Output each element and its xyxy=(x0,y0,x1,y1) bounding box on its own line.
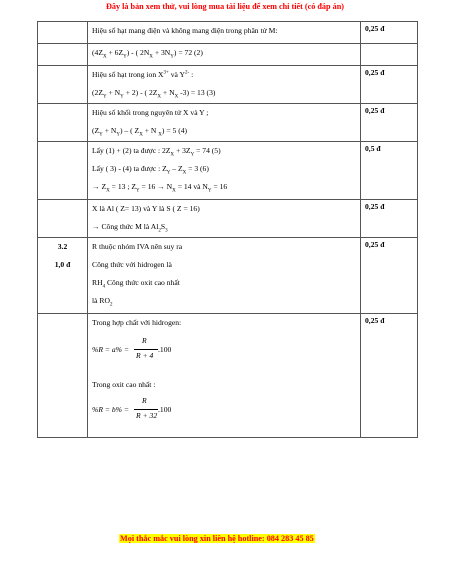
table-cell-text: Hiệu số hạt trong ion $X^{3+}$ và $Y^{2-}$ : xyxy=(92,70,194,79)
table-cell-text: Hiệu số khối trong nguyên tử X và Y ; xyxy=(92,108,209,117)
points-label: 0,5 đ xyxy=(365,144,381,153)
table-cell-text: Trong oxit cao nhất : xyxy=(92,380,156,389)
table-row xyxy=(38,22,418,44)
points-label: 0,25 đ xyxy=(365,24,385,33)
equation-line: Lấy ( 3) - (4) ta được : $Z_Y - Z_X = 3$ (6) xyxy=(92,164,209,176)
table-cell-text: là $RO_2$ xyxy=(92,296,113,308)
table-row xyxy=(38,200,418,238)
table-row xyxy=(38,104,418,142)
table-cell-text: Công thức với hidrogen là xyxy=(92,260,172,269)
equation-line: $(4Z_X + 6Z_Y)$ - ( $2N_X + 3N_Y) = 72$ (2) xyxy=(92,48,203,60)
table-cell-text: $RH_4$ Công thức oxit cao nhất xyxy=(92,278,180,290)
table-row xyxy=(38,142,418,200)
hotline-banner: Mọi thắc mắc vui lòng xin liên hệ hotline: 084 283 45 85 xyxy=(120,534,314,543)
table-cell-text: R thuộc nhóm IVA nên suy ra xyxy=(92,242,183,251)
preview-banner: Đây là bản xem thử, vui lòng mua tài liệu để xem chi tiết (có đáp án) xyxy=(105,2,345,11)
equation-line: $(Z_Y + N_Y)$ – ( $Z_X + N$ $_X$) = 5 (4) xyxy=(92,126,188,138)
equation-line: → $Z_X = 13$ ; $Z_Y = 16 \to N_X = 14$ và $N_Y = 16$ xyxy=(92,182,228,194)
points-label: 0,25 đ xyxy=(365,316,385,325)
table-row xyxy=(38,44,418,66)
formula-oxide: %R = b% = R R + 32 .100 xyxy=(92,396,172,420)
table-cell-text: X là Al ( Z= 13) và Y là S ( Z = 16) xyxy=(92,204,200,213)
table-row xyxy=(38,314,418,438)
table-cell-text: Hiệu số hạt mang điện và không mang điện trong phân tử M: xyxy=(92,26,278,35)
equation-line: Lấy (1) + (2) ta được : $2Z_X + 3Z_Y = 74$ (5) xyxy=(92,146,221,158)
question-points: 1,0 đ xyxy=(54,260,71,269)
solution-table xyxy=(37,21,418,438)
table-row xyxy=(38,238,418,314)
points-label: 0,25 đ xyxy=(365,202,385,211)
points-label: 0,25 đ xyxy=(365,240,385,249)
formula-hydrogen: %R = a% = R R + 4 .100 xyxy=(92,336,172,360)
table-cell-text: Trong hợp chất với hidrogen: xyxy=(92,318,182,327)
points-label: 0,25 đ xyxy=(365,68,385,77)
points-label: 0,25 đ xyxy=(365,106,385,115)
equation-line: $(2Z_Y + N_Y + 2)$ - ( $2Z_X + N_X$ -3) = 13 (3) xyxy=(92,88,216,100)
table-row xyxy=(38,66,418,104)
equation-line: → Công thức M là $Al_2S_3$ xyxy=(92,222,168,234)
question-number: 3.2 xyxy=(57,242,68,251)
